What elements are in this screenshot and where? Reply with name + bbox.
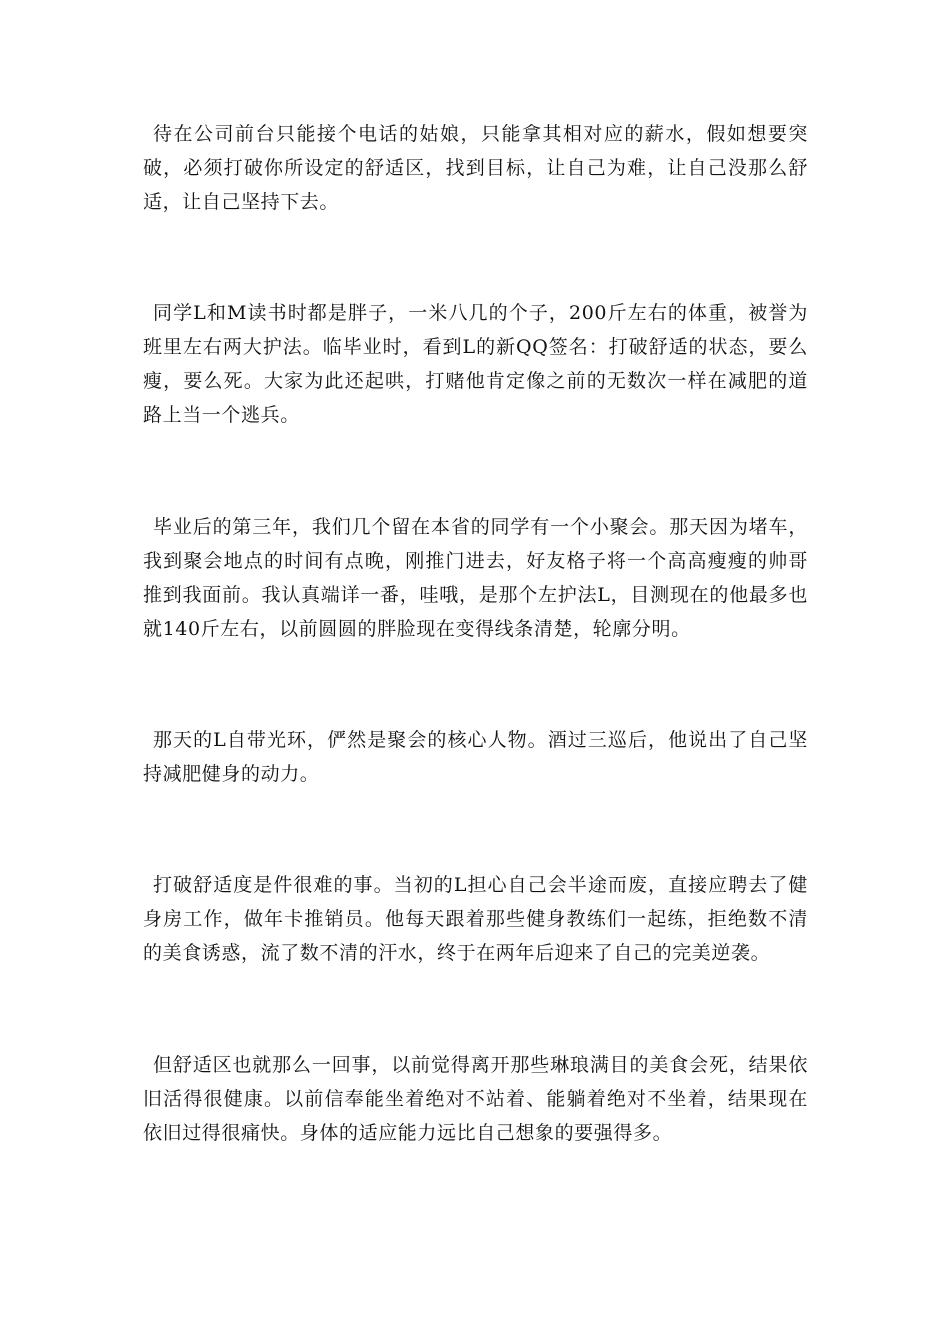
paragraph: 但舒适区也就那么一回事，以前觉得离开那些琳琅满目的美食会死，结果依旧活得很健康。以前信奉能坐着绝对不站着、能躺着绝对不坐着，结果现在依旧过得很痛快。身体的适应能力远比自己想象的要强得多。: [143, 1054, 808, 1144]
paragraph: 同学L和M读书时都是胖子，一米八几的个子，200斤左右的体重，被誉为班里左右两大护法。临毕业时，看到L的新QQ签名：打破舒适的状态，要么瘦，要么死。大家为此还起哄，打赌他肯定像之前的无数次一样在减肥的道路上当一个逃兵。: [143, 302, 808, 426]
paragraph: 毕业后的第三年，我们几个留在本省的同学有一个小聚会。那天因为堵车，我到聚会地点的时间有点晚，刚推门进去，好友格子将一个高高瘦瘦的帅哥推到我面前。我认真端详一番，哇哦，是那个左护法L，目测现在的他最多也就140斤左右，以前圆圆的胖脸现在变得线条清楚，轮廓分明。: [143, 516, 808, 640]
paragraph: 那天的L自带光环，俨然是聚会的核心人物。酒过三巡后，他说出了自己坚持减肥健身的动力。: [143, 729, 808, 785]
paragraph: 打破舒适度是件很难的事。当初的L担心自己会半途而废，直接应聘去了健身房工作，做年卡推销员。他每天跟着那些健身教练们一起练，拒绝数不清的美食诱惑，流了数不清的汗水，终于在两年后迎来了自己的完美逆袭。: [143, 874, 808, 964]
paragraph: 待在公司前台只能接个电话的姑娘，只能拿其相对应的薪水，假如想要突破，必须打破你所设定的舒适区，找到目标，让自己为难，让自己没那么舒适，让自己坚持下去。: [143, 123, 808, 213]
